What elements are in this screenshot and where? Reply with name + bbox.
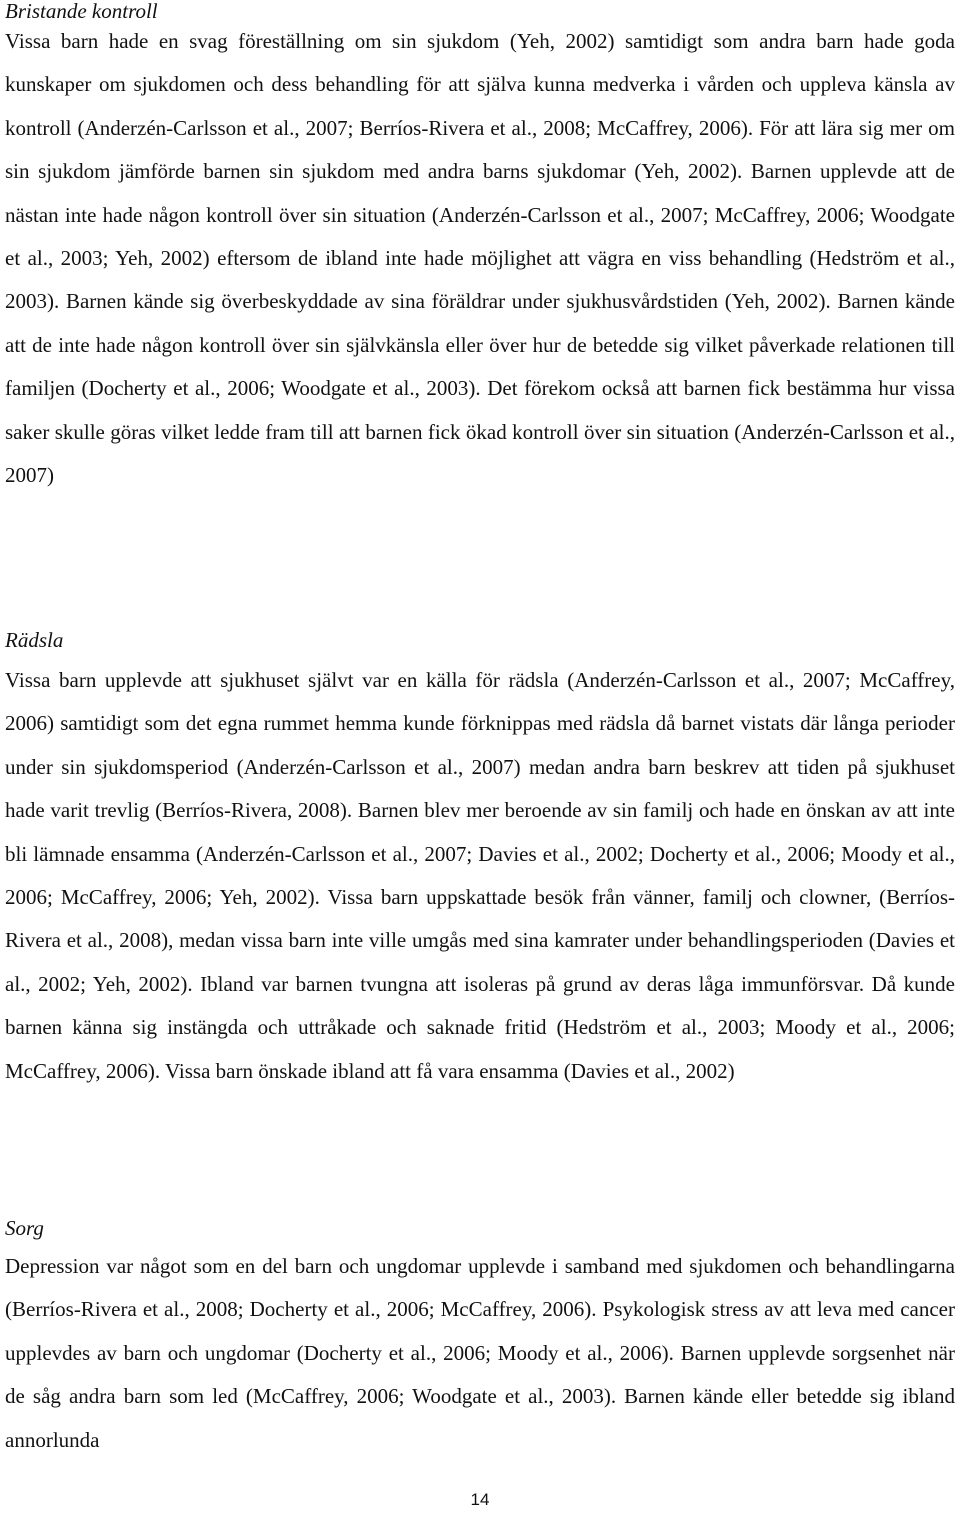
section-heading-bristande-kontroll: Bristande kontroll [5,0,158,23]
section-heading-sorg: Sorg [5,1216,44,1240]
section-paragraph-bristande-kontroll: Vissa barn hade en svag föreställning om sin sjukdom (Yeh, 2002) samtidigt som andra barn hade goda kunskaper om sjukdomen och dess behandling för att själva kunna medverka i vården och uppleva känsla av kontroll (Anderzén-Carlsson et al., 2007; Berríos-Rivera et al., 2008; McCaffrey, 2006). För att lära sig mer om sin sjukdom jämförde barnen sin sjukdom med andra barns sjukdomar (Yeh, 2002). Barnen upplevde att de nästan inte hade någon kontroll över sin situation (Anderzén-Carlsson et al., 2007; McCaffrey, 2006; Woodgate et al., 2003; Yeh, 2002) eftersom de ibland inte hade möjlighet att vägra en viss behandling (Hedström et al., 2003). Barnen kände sig överbeskyddade av sina föräldrar under sjukhusvårdstiden (Yeh, 2002). Barnen kände att de inte hade någon kontroll över sin självkänsla eller över hur de betedde sig vilket påverkade relationen till familjen (Docherty et al., 2006; Woodgate et al., 2003). Det förekom också att barnen fick bestämma hur vissa saker skulle göras vilket ledde fram till att barnen fick ökad kontroll över sin situation (Anderzén-Carlsson et al., 2007) [5,29,955,488]
section-paragraph-radsla: Vissa barn upplevde att sjukhuset självt var en källa för rädsla (Anderzén-Carlsson et al., 2007; McCaffrey, 2006) samtidigt som det egna rummet hemma kunde förknippas med rädsla då barnet vistats där långa perioder under sin sjukdomsperiod (Anderzén-Carlsson et al., 2007) medan andra barn beskrev att tiden på sjukhuset hade varit trevlig (Berríos-Rivera, 2008). Barnen blev mer beroende av sin familj och hade en önskan av att inte bli lämnade ensamma (Anderzén-Carlsson et al., 2007; Davies et al., 2002; Docherty et al., 2006; Moody et al., 2006; McCaffrey, 2006; Yeh, 2002). Vissa barn uppskattade besök från vänner, familj och clowner, (Berríos-Rivera et al., 2008), medan vissa barn inte ville umgås med sina kamrater under behandlingsperioden (Davies et al., 2002; Yeh, 2002). Ibland var barnen tvungna att isoleras på grund av deras låga immunförsvar. Då kunde barnen känna sig instängda och uttråkade och saknade fritid (Hedström et al., 2003; Moody et al., 2006; McCaffrey, 2006). Vissa barn önskade ibland att få vara ensamma (Davies et al., 2002) [5,668,955,1083]
page-number: 14 [470,1490,490,1509]
section-heading-radsla: Rädsla [5,628,64,652]
section-paragraph-sorg: Depression var något som en del barn och ungdomar upplevde i samband med sjukdomen och behandlingarna (Berríos-Rivera et al., 2008; Docherty et al., 2006; McCaffrey, 2006). Psykologisk stress av att leva med cancer upplevdes av barn och ungdomar (Docherty et al., 2006; Moody et al., 2006). Barnen upplevde sorgsenhet när de såg andra barn som led (McCaffrey, 2006; Woodgate et al., 2003). Barnen kände eller betedde sig ibland annorlunda [5,1254,955,1452]
